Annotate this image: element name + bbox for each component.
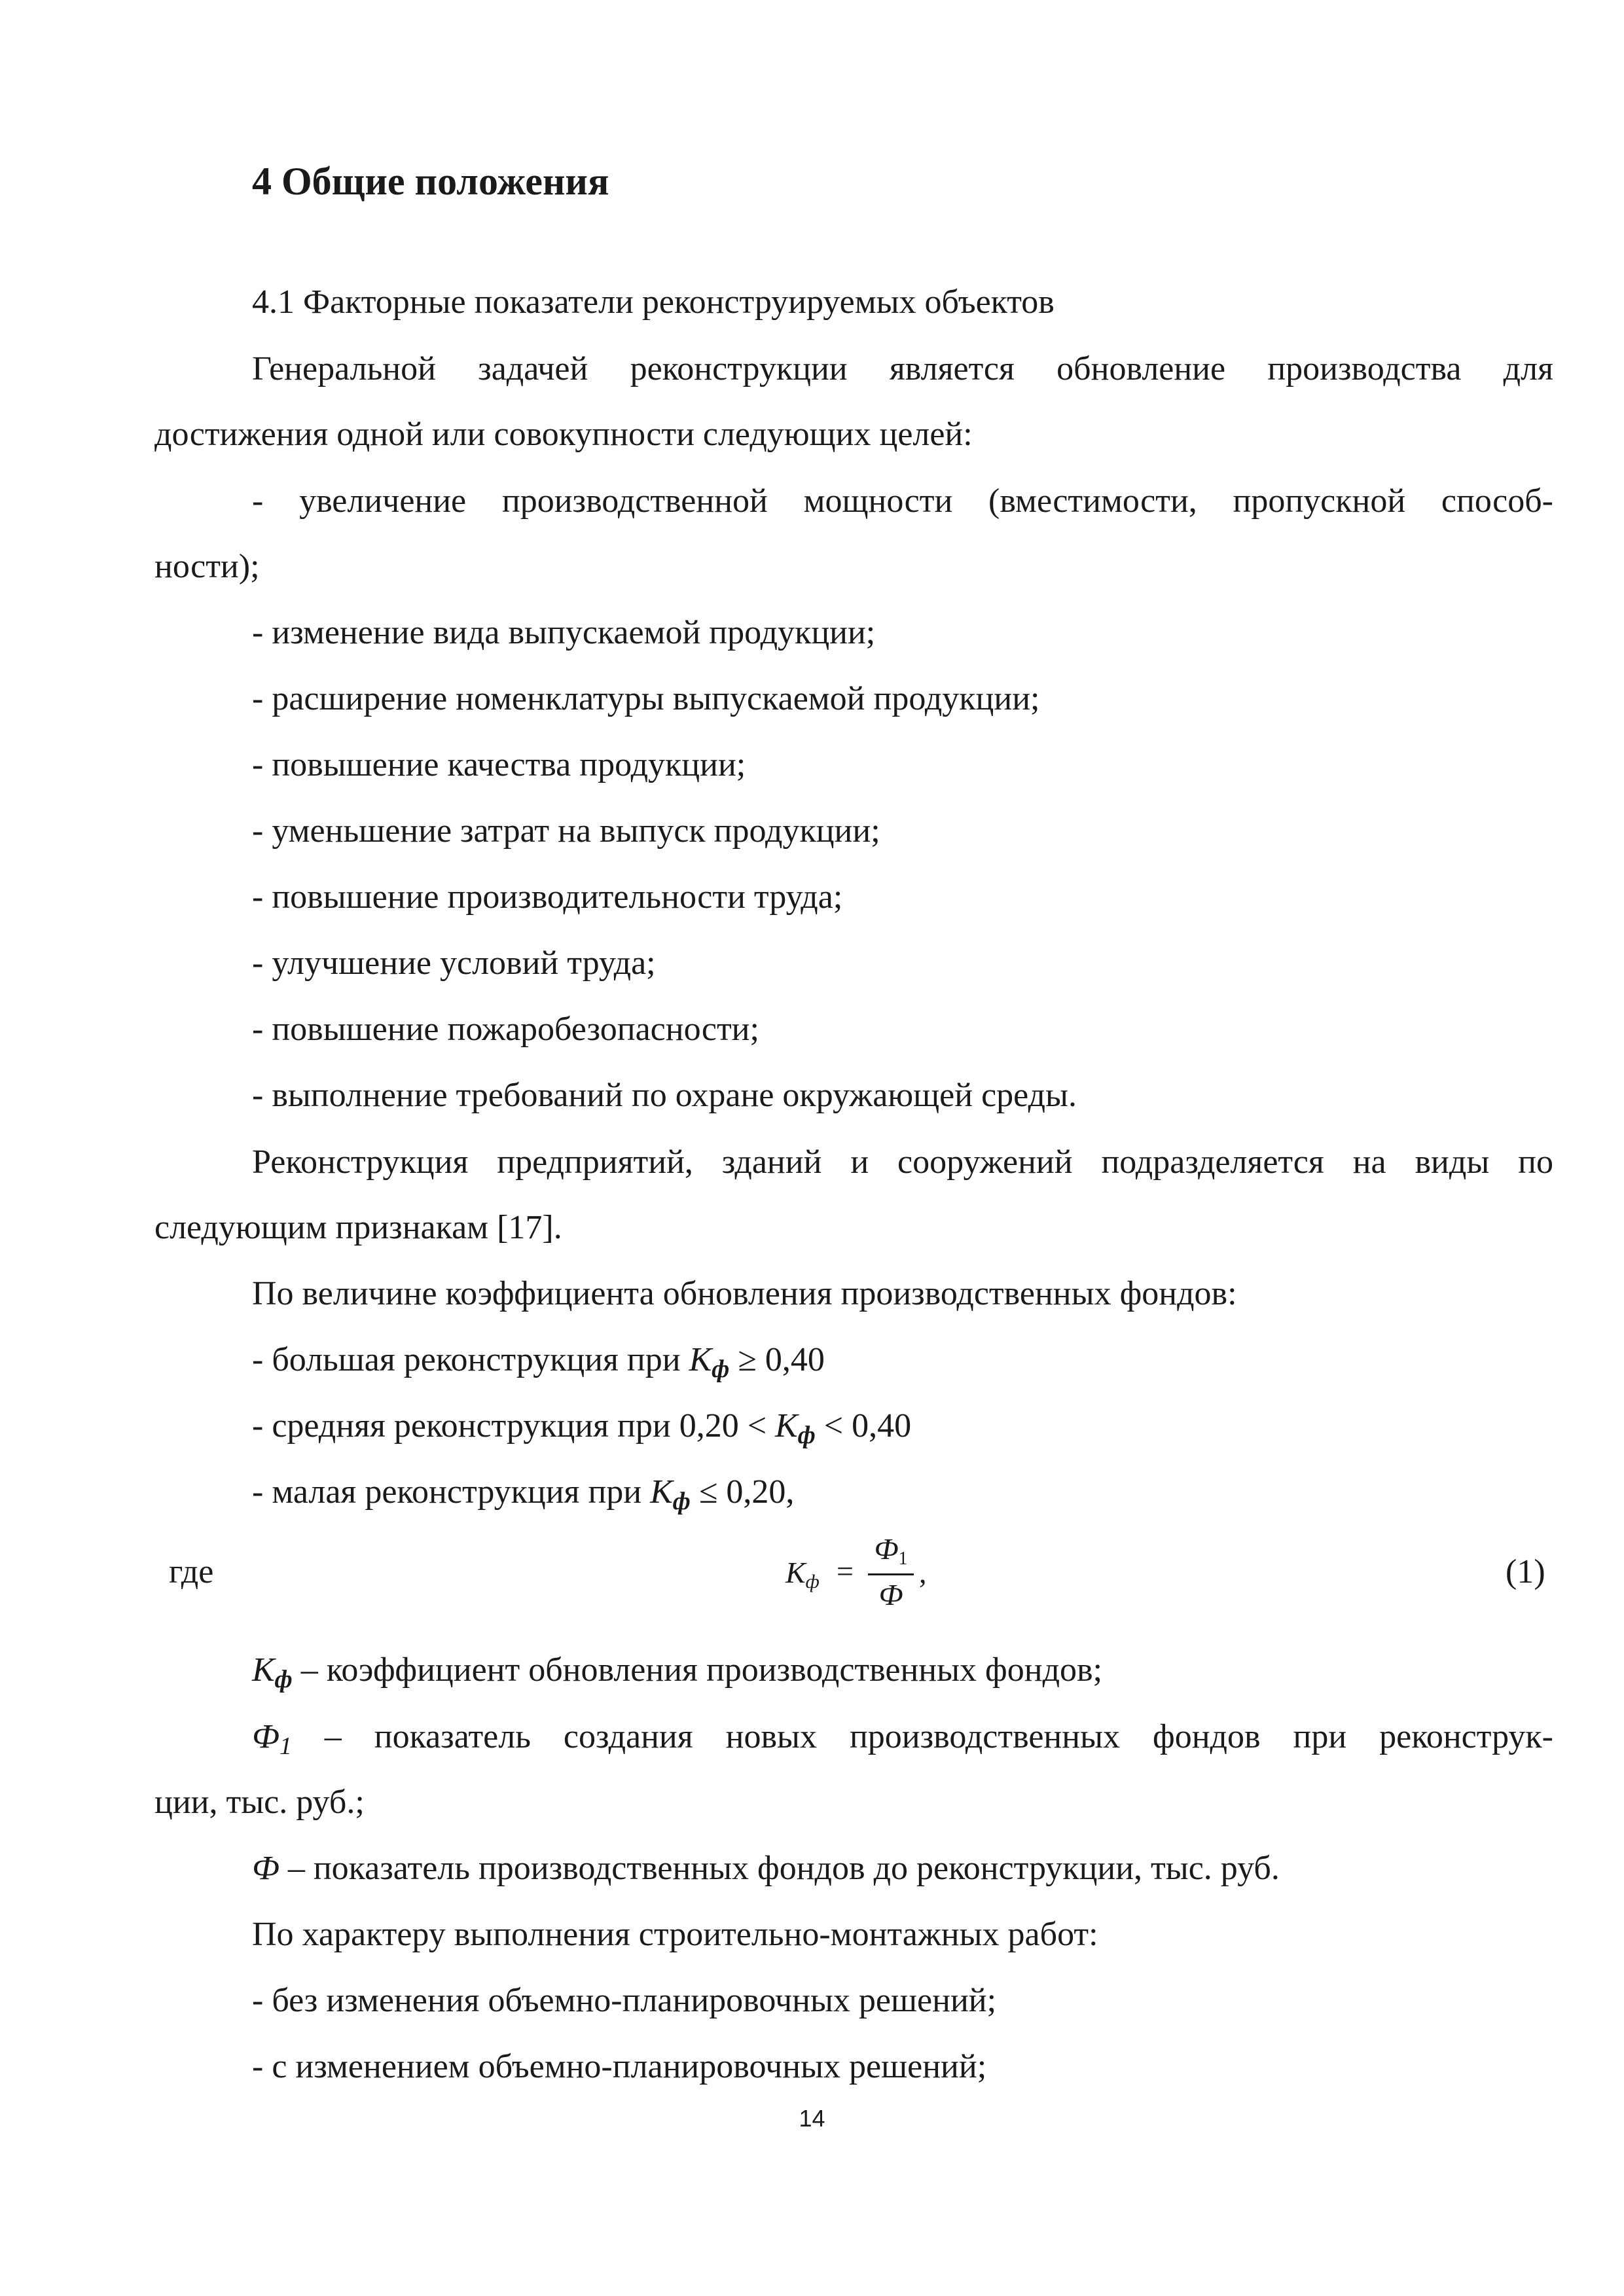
section-heading: 4 Общие положения <box>252 160 609 203</box>
types-intro-line-2: следующим признакам [17]. <box>154 1209 562 1246</box>
list-item: - повышение качества продукции; <box>252 746 746 783</box>
goal-1-line-1: - увеличение производственной мощности (вместимости, пропускной способ- <box>252 482 1553 520</box>
list-item: - выполнение требований по охране окружающей среды. <box>252 1077 1077 1114</box>
list-item: - изменение вида выпускаемой продукции; <box>252 614 876 651</box>
coef-heading: По величине коэффициента обновления производственных фондов: <box>252 1275 1237 1312</box>
coef-large: - большая реконструкция при $К_ф \ge 0,40$ <box>252 1341 825 1383</box>
formula-comma: , <box>919 1556 927 1589</box>
intro-line-2: достижения одной или совокупности следующих целей: <box>154 416 973 453</box>
formula-lhs: $К_ф$ <box>785 1556 820 1592</box>
intro-line-1: Генеральной задачей реконструкции является обновление производства для <box>252 350 1553 387</box>
list-item: - повышение производительности труда; <box>252 878 843 916</box>
def-f: Ф – показатель производственных фондов до реконструкции, тыс. руб. <box>252 1850 1280 1887</box>
goal-1-line-2: ности); <box>154 548 260 585</box>
formula-1 <box>785 1532 956 1623</box>
page-number: 14 <box>799 2105 825 2132</box>
list-item: - расширение номенклатуры выпускаемой продукции; <box>252 680 1040 717</box>
formula-numerator: $Ф_1$ <box>874 1532 908 1569</box>
list-item: - с изменением объемно-планировочных решений; <box>252 2048 987 2085</box>
subsection-title: 4.1 Факторные показатели реконструируемых объектов <box>252 283 1055 321</box>
formula-equals: = <box>837 1554 854 1588</box>
fraction-bar <box>868 1573 914 1575</box>
def-k: $К_ф$ – коэффициент обновления производственных фондов; <box>252 1651 1103 1693</box>
coef-medium: - средняя реконструкция при $0,20 < К_ф < 0,40$ <box>252 1407 912 1449</box>
list-item: - повышение пожаробезопасности; <box>252 1011 759 1048</box>
formula-number: (1) <box>1506 1553 1545 1590</box>
formula-denominator: Ф <box>878 1578 903 1611</box>
coef-small: - малая реконструкция при $К_ф \le 0,20$, <box>252 1473 795 1515</box>
def-f1-line-2: ции, тыс. руб.; <box>154 1784 365 1821</box>
def-f1-line-1: $Ф_1$ – показатель создания новых производственных фондов при реконструк- <box>252 1718 1553 1760</box>
types-intro-line-1: Реконструкция предприятий, зданий и сооружений подразделяется на виды по <box>252 1143 1553 1181</box>
list-item: - без изменения объемно-планировочных решений; <box>252 1982 997 2019</box>
formula-where: где <box>169 1553 214 1590</box>
works-heading: По характеру выполнения строительно-монтажных работ: <box>252 1916 1098 1953</box>
list-item: - улучшение условий труда; <box>252 944 656 982</box>
list-item: - уменьшение затрат на выпуск продукции; <box>252 812 880 850</box>
